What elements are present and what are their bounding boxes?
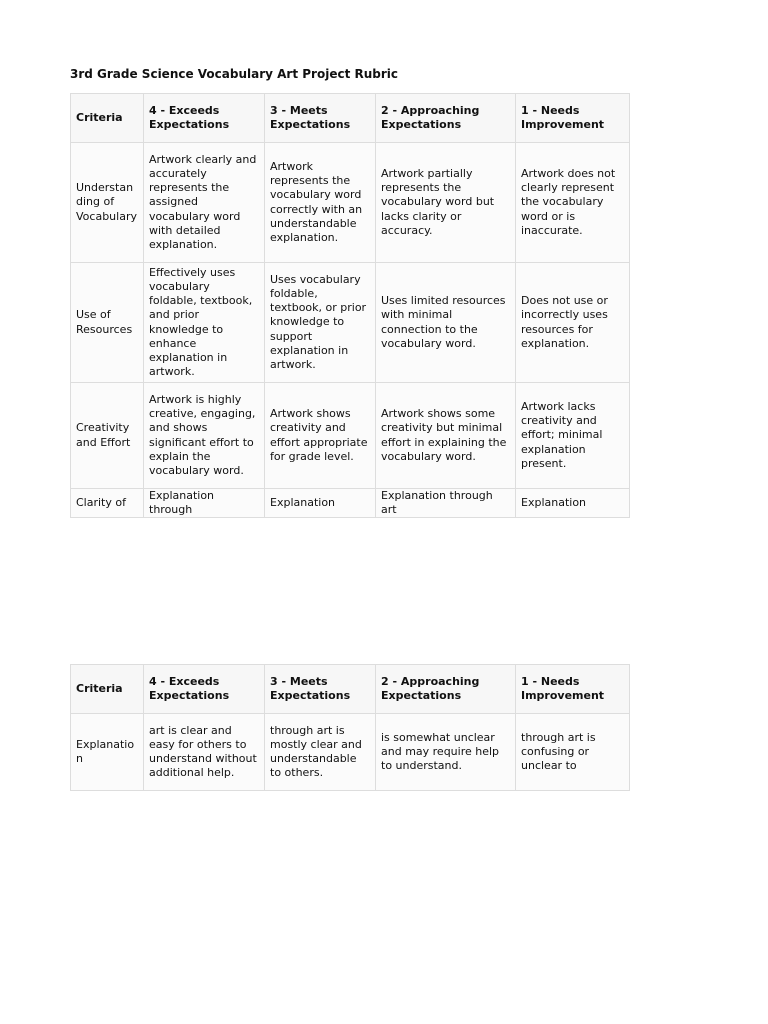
level-3-cell: Artwork represents the vocabulary word correctly with an understandable explanation. xyxy=(265,143,376,263)
table-header-row xyxy=(71,94,630,143)
criteria-cell: Explanatio n xyxy=(71,714,144,791)
header-level-3: 3 - Meets Expectations xyxy=(265,94,376,143)
criteria-cell: Creativity and Effort xyxy=(71,383,144,489)
header-criteria: Criteria xyxy=(71,94,144,143)
level-2-cell: Artwork partially represents the vocabulary word but lacks clarity or accuracy. xyxy=(376,143,516,263)
table-row xyxy=(71,383,630,489)
level-4-cell: art is clear and easy for others to understand without additional help. xyxy=(144,714,265,791)
level-3-cell: Explanation xyxy=(265,489,376,518)
level-1-cell: Does not use or incorrectly uses resources for explanation. xyxy=(516,263,630,383)
level-1-cell: through art is confusing or unclear to xyxy=(516,714,630,791)
header-level-2: 2 - Approaching Expectations xyxy=(376,665,516,714)
header-criteria: Criteria xyxy=(71,665,144,714)
table-row xyxy=(71,263,630,383)
criteria-cell: Clarity of xyxy=(71,489,144,518)
level-1-cell: Artwork lacks creativity and effort; minimal explanation present. xyxy=(516,383,630,489)
header-level-4: 4 - Exceeds Expectations xyxy=(144,665,265,714)
header-level-1: 1 - Needs Improvement xyxy=(516,665,630,714)
header-level-3: 3 - Meets Expectations xyxy=(265,665,376,714)
document-title: 3rd Grade Science Vocabulary Art Project Rubric xyxy=(70,67,399,81)
criteria-cell: Understan ding of Vocabulary xyxy=(71,143,144,263)
level-4-cell: Explanation through xyxy=(144,489,265,518)
level-4-cell: Artwork clearly and accurately represents the assigned vocabulary word with detailed explanation. xyxy=(144,143,265,263)
table-header-row xyxy=(71,665,630,714)
rubric-table xyxy=(70,93,630,518)
criteria-cell: Use of Resources xyxy=(71,263,144,383)
level-3-cell: Artwork shows creativity and effort appropriate for grade level. xyxy=(265,383,376,489)
level-4-cell: Artwork is highly creative, engaging, and shows significant effort to explain the vocabulary word. xyxy=(144,383,265,489)
header-level-2: 2 - Approaching Expectations xyxy=(376,94,516,143)
level-2-cell: Uses limited resources with minimal connection to the vocabulary word. xyxy=(376,263,516,383)
level-2-cell: Explanation through art xyxy=(376,489,516,518)
table-row xyxy=(71,714,630,791)
level-3-cell: through art is mostly clear and understandable to others. xyxy=(265,714,376,791)
level-3-cell: Uses vocabulary foldable, textbook, or prior knowledge to support explanation in artwork. xyxy=(265,263,376,383)
level-1-cell: Explanation xyxy=(516,489,630,518)
rubric-table-continued xyxy=(70,664,630,791)
header-level-4: 4 - Exceeds Expectations xyxy=(144,94,265,143)
level-1-cell: Artwork does not clearly represent the vocabulary word or is inaccurate. xyxy=(516,143,630,263)
level-2-cell: is somewhat unclear and may require help to understand. xyxy=(376,714,516,791)
header-level-1: 1 - Needs Improvement xyxy=(516,94,630,143)
level-2-cell: Artwork shows some creativity but minimal effort in explaining the vocabulary word. xyxy=(376,383,516,489)
table-row xyxy=(71,489,630,518)
level-4-cell: Effectively uses vocabulary foldable, textbook, and prior knowledge to enhance explanation in artwork. xyxy=(144,263,265,383)
table-row xyxy=(71,143,630,263)
